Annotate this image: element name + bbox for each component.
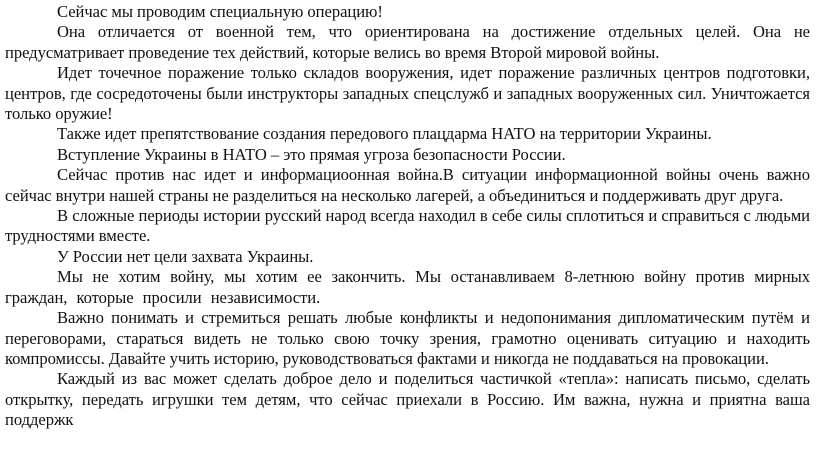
paragraph-nato-bridgehead: Также идет препятствование создания передового плацдарма НАТО на территории Украины. xyxy=(57,124,712,144)
paragraph-information-war: Сейчас против нас идет и информациоонная война.В ситуации информационной войны очень важно сейчас внутри нашей страны не разделиться на несколько лагерей, а объединиться и поддерживать друг друга. xyxy=(5,165,810,205)
paragraph-end-war: Мы не хотим войну, мы хотим ее закончить. Мы останавливаем 8-летнюю войну против мирных граждан, которые просили независимости. xyxy=(5,267,810,307)
paragraph-good-deed: Каждый из вас может сделать доброе дело и поделиться частичкой «тепла»: написать письмо, сделать открытку, передать игрушки тем детям, что сейчас приехали в Россию. Им важна, нужна и приятна ваша поддержк xyxy=(5,369,810,430)
paragraph-difficult-periods: В сложные периоды истории русский народ всегда находил в себе силы сплотиться и справиться с людьми трудностями вместе. xyxy=(5,206,810,246)
paragraph-special-operation: Сейчас мы проводим специальную операцию! xyxy=(57,2,383,21)
paragraph-no-capture-goal: У России нет цели захвата Украины. xyxy=(57,246,314,266)
paragraph-nato-threat: Вступление Украины в НАТО – это прямая угроза безопасности России. xyxy=(57,144,566,164)
paragraph-diplomacy: Важно понимать и стремиться решать любые конфликты и недопонимания дипломатическим путём и переговорами, стараться видеть не только свою точку зрения, грамотно оценивать ситуацию и находить компромиссы. Давайте учить историю, руководствоваться фактами и никогда не поддаваться на провокации. xyxy=(5,308,810,368)
paragraph-precision-strikes: Идет точечное поражение только складов вооружения, идет поражение различных центров подготовки, центров, где сосредоточены были инструкторы западных спецслужб и западных вооруженных сил. Уничтожается только оружие! xyxy=(5,63,810,124)
paragraph-difference-from-war: Она отличается от военной тем, что ориентирована на достижение отдельных целей. Она не предусматривает проведение тех действий, которые велись во время Второй мировой войны. xyxy=(5,22,810,62)
